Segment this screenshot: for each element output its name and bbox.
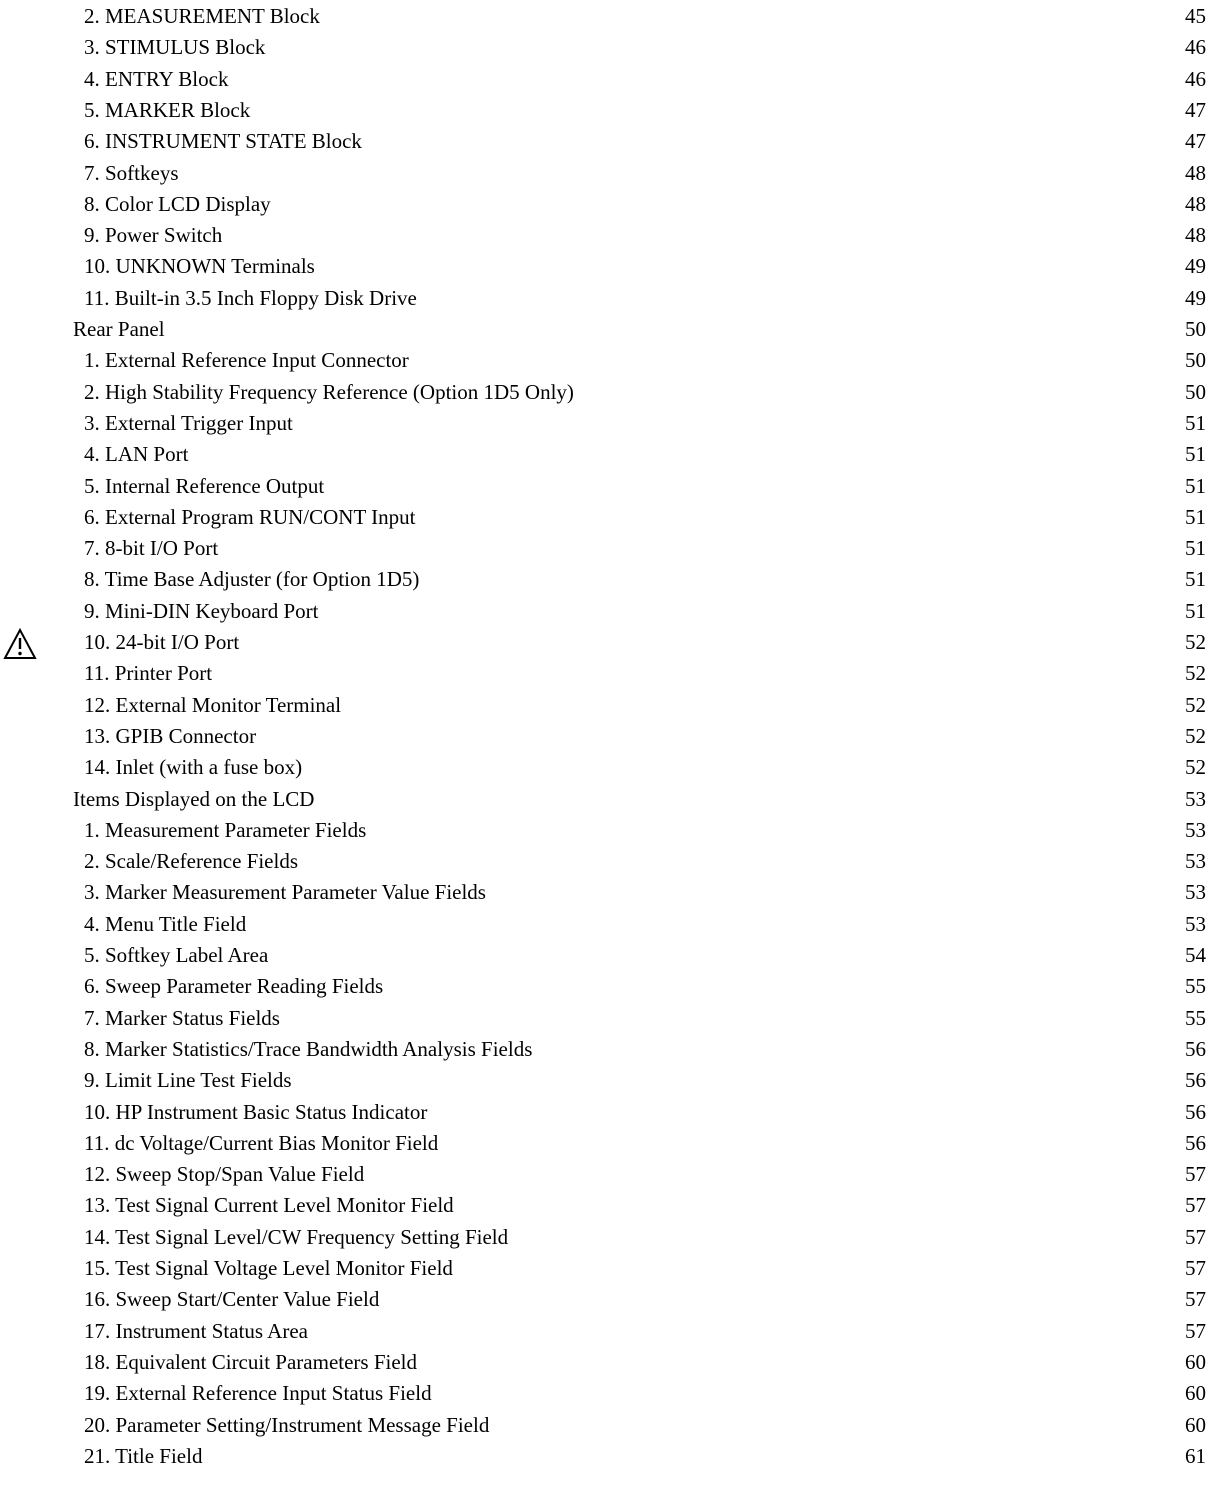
toc-entry-page-number: 53	[1185, 912, 1206, 936]
dot-leader	[415, 345, 1176, 375]
toc-entry-label: 7. Marker Status Fields	[84, 1003, 280, 1033]
toc-entry[interactable]	[84, 627, 1206, 657]
toc-entry[interactable]	[84, 971, 1206, 1001]
toc-entry-page-number: 53	[1185, 787, 1206, 811]
toc-entry[interactable]	[84, 1222, 1206, 1252]
toc-entry[interactable]	[84, 377, 1206, 407]
toc-entry[interactable]	[84, 1284, 1206, 1314]
toc-entry-label: 10. HP Instrument Basic Status Indicator	[84, 1097, 427, 1127]
dot-leader	[385, 1284, 1176, 1314]
dot-leader	[444, 1128, 1176, 1158]
toc-entry-label: 9. Power Switch	[84, 220, 222, 250]
toc-entry-label: 20. Parameter Setting/Instrument Message Field	[84, 1410, 489, 1440]
toc-entry-label: 5. Softkey Label Area	[84, 940, 268, 970]
toc-entry-label: 8. Marker Statistics/Trace Bandwidth Analysis Fields	[84, 1034, 532, 1064]
toc-entry-page-number: 45	[1185, 4, 1206, 28]
dot-leader	[256, 95, 1176, 125]
toc-entry-page-number: 50	[1185, 317, 1206, 341]
toc-entry-label: 7. Softkeys	[84, 158, 179, 188]
toc-entry-label: 11. dc Voltage/Current Bias Monitor Field	[84, 1128, 438, 1158]
dot-leader	[324, 596, 1176, 626]
dot-leader	[320, 784, 1176, 814]
toc-entry-label: 14. Test Signal Level/CW Frequency Setting Field	[84, 1222, 508, 1252]
toc-entry-page-number: 52	[1185, 724, 1206, 748]
toc-entry-label: 15. Test Signal Voltage Level Monitor Field	[84, 1253, 453, 1283]
toc-entry[interactable]	[84, 1128, 1206, 1158]
toc-entry[interactable]	[84, 564, 1206, 594]
toc-entry-label: 6. External Program RUN/CONT Input	[84, 502, 416, 532]
toc-entry[interactable]	[84, 189, 1206, 219]
toc-entry-page-number: 51	[1185, 505, 1206, 529]
toc-entry-label: 8. Color LCD Display	[84, 189, 271, 219]
toc-entry-page-number: 54	[1185, 943, 1206, 967]
dot-leader	[185, 158, 1177, 188]
dot-leader	[425, 564, 1176, 594]
toc-entry-page-number: 47	[1185, 129, 1206, 153]
toc-entry-label: 21. Title Field	[84, 1441, 202, 1471]
toc-entry-page-number: 57	[1185, 1287, 1206, 1311]
dot-leader	[194, 439, 1176, 469]
dot-leader	[308, 752, 1176, 782]
dot-leader	[347, 690, 1176, 720]
toc-section-entry[interactable]	[73, 784, 1206, 814]
toc-entry[interactable]	[84, 1410, 1206, 1440]
toc-entry[interactable]	[84, 1159, 1206, 1189]
dot-leader	[245, 627, 1176, 657]
toc-entry[interactable]	[84, 471, 1206, 501]
toc-entry-page-number: 51	[1185, 442, 1206, 466]
dot-leader	[298, 1065, 1176, 1095]
toc-entry[interactable]	[84, 439, 1206, 469]
toc-entry[interactable]	[84, 690, 1206, 720]
dot-leader	[218, 658, 1176, 688]
toc-entry-label: Rear Panel	[73, 314, 165, 344]
toc-entry[interactable]	[84, 408, 1206, 438]
toc-entry-page-number: 57	[1185, 1256, 1206, 1280]
toc-entry-label: 5. Internal Reference Output	[84, 471, 324, 501]
toc-entry[interactable]	[84, 1003, 1206, 1033]
toc-entry[interactable]	[84, 32, 1206, 62]
toc-entry[interactable]	[84, 846, 1206, 876]
toc-entry-label: 11. Built-in 3.5 Inch Floppy Disk Drive	[84, 283, 417, 313]
toc-entry-label: 17. Instrument Status Area	[84, 1316, 308, 1346]
toc-entry-page-number: 56	[1185, 1100, 1206, 1124]
toc-entry-label: 16. Sweep Start/Center Value Field	[84, 1284, 379, 1314]
toc-entry[interactable]	[84, 1065, 1206, 1095]
toc-entry-page-number: 53	[1185, 849, 1206, 873]
dot-leader	[228, 220, 1176, 250]
dot-leader	[304, 846, 1176, 876]
toc-entry-page-number: 53	[1185, 818, 1206, 842]
dot-leader	[234, 64, 1176, 94]
toc-entry-page-number: 51	[1185, 536, 1206, 560]
toc-entry[interactable]	[84, 251, 1206, 281]
toc-entry-page-number: 57	[1185, 1162, 1206, 1186]
toc-entry-page-number: 52	[1185, 693, 1206, 717]
toc-entry-label: 4. Menu Title Field	[84, 909, 246, 939]
toc-entry-label: 10. 24-bit I/O Port	[84, 627, 239, 657]
toc-section-entry[interactable]	[73, 314, 1206, 344]
dot-leader	[286, 1003, 1176, 1033]
dot-leader	[368, 126, 1176, 156]
dot-leader	[423, 1347, 1176, 1377]
toc-entry-label: 4. LAN Port	[84, 439, 188, 469]
dot-leader	[271, 32, 1176, 62]
toc-entry-label: 14. Inlet (with a fuse box)	[84, 752, 302, 782]
toc-entry-label: Items Displayed on the LCD	[73, 784, 314, 814]
toc-entry-page-number: 48	[1185, 161, 1206, 185]
dot-leader	[389, 971, 1176, 1001]
toc-entry-page-number: 52	[1185, 661, 1206, 685]
toc-entry-label: 2. Scale/Reference Fields	[84, 846, 298, 876]
toc-entry[interactable]	[84, 220, 1206, 250]
toc-entry-label: 3. STIMULUS Block	[84, 32, 265, 62]
toc-entry-label: 19. External Reference Input Status Field	[84, 1378, 432, 1408]
toc-entry-label: 5. MARKER Block	[84, 95, 250, 125]
toc-entry-label: 12. Sweep Stop/Span Value Field	[84, 1159, 364, 1189]
toc-entry[interactable]	[84, 158, 1206, 188]
toc-entry[interactable]	[84, 1347, 1206, 1377]
toc-entry[interactable]	[84, 1190, 1206, 1220]
toc-entry-label: 3. Marker Measurement Parameter Value Fields	[84, 877, 486, 907]
toc-entry-page-number: 49	[1185, 254, 1206, 278]
warning-triangle-icon	[3, 628, 37, 660]
toc-entry[interactable]	[84, 752, 1206, 782]
dot-leader	[514, 1222, 1176, 1252]
toc-entry-page-number: 47	[1185, 98, 1206, 122]
dot-leader	[208, 1441, 1176, 1471]
toc-entry-page-number: 56	[1185, 1068, 1206, 1092]
toc-entry-label: 1. Measurement Parameter Fields	[84, 815, 366, 845]
toc-entry-page-number: 50	[1185, 380, 1206, 404]
toc-entry-label: 2. MEASUREMENT Block	[84, 1, 320, 31]
dot-leader	[438, 1378, 1176, 1408]
toc-entry[interactable]	[84, 126, 1206, 156]
toc-entry[interactable]	[84, 1034, 1206, 1064]
toc-entry[interactable]	[84, 1097, 1206, 1127]
toc-entry-page-number: 55	[1185, 974, 1206, 998]
toc-entry-label: 8. Time Base Adjuster (for Option 1D5)	[84, 564, 419, 594]
toc-entry-label: 13. GPIB Connector	[84, 721, 256, 751]
toc-entry-label: 2. High Stability Frequency Reference (Option 1D5 Only)	[84, 377, 574, 407]
toc-entry-label: 6. INSTRUMENT STATE Block	[84, 126, 362, 156]
toc-entry[interactable]	[84, 1378, 1206, 1408]
toc-entry[interactable]	[84, 345, 1206, 375]
dot-leader	[580, 377, 1176, 407]
toc-entry-label: 6. Sweep Parameter Reading Fields	[84, 971, 383, 1001]
toc-entry-label: 7. 8-bit I/O Port	[84, 533, 218, 563]
dot-leader	[492, 877, 1176, 907]
toc-entry[interactable]	[84, 64, 1206, 94]
toc-entry[interactable]	[84, 502, 1206, 532]
toc-entry[interactable]	[84, 1441, 1206, 1471]
dot-leader	[495, 1410, 1176, 1440]
toc-entry[interactable]	[84, 1, 1206, 31]
toc-entry-page-number: 51	[1185, 599, 1206, 623]
toc-entry-label: 13. Test Signal Current Level Monitor Field	[84, 1190, 454, 1220]
dot-leader	[252, 909, 1176, 939]
toc-entry-page-number: 57	[1185, 1319, 1206, 1343]
dot-leader	[321, 251, 1176, 281]
toc-entry-page-number: 56	[1185, 1037, 1206, 1061]
toc-entry-page-number: 48	[1185, 192, 1206, 216]
toc-entry[interactable]	[84, 1316, 1206, 1346]
toc-entry-label: 12. External Monitor Terminal	[84, 690, 341, 720]
dot-leader	[538, 1034, 1176, 1064]
dot-leader	[460, 1190, 1176, 1220]
dot-leader	[330, 471, 1176, 501]
toc-entry-page-number: 55	[1185, 1006, 1206, 1030]
toc-entry-page-number: 60	[1185, 1350, 1206, 1374]
toc-entry-page-number: 51	[1185, 474, 1206, 498]
toc-entry-page-number: 57	[1185, 1225, 1206, 1249]
dot-leader	[422, 502, 1177, 532]
toc-entry-page-number: 53	[1185, 880, 1206, 904]
toc-entry[interactable]	[84, 721, 1206, 751]
toc-entry-label: 1. External Reference Input Connector	[84, 345, 409, 375]
dot-leader	[314, 1316, 1176, 1346]
toc-entry-page-number: 57	[1185, 1193, 1206, 1217]
toc-entry[interactable]	[84, 95, 1206, 125]
toc-entry-label: 10. UNKNOWN Terminals	[84, 251, 315, 281]
toc-entry-page-number: 56	[1185, 1131, 1206, 1155]
toc-entry[interactable]	[84, 815, 1206, 845]
toc-entry-label: 11. Printer Port	[84, 658, 212, 688]
toc-entry-page-number: 61	[1185, 1444, 1206, 1468]
toc-entry-page-number: 60	[1185, 1413, 1206, 1437]
toc-entry-page-number: 52	[1185, 755, 1206, 779]
toc-entry-label: 9. Limit Line Test Fields	[84, 1065, 292, 1095]
toc-entry[interactable]	[84, 1253, 1206, 1283]
toc-entry-page-number: 50	[1185, 348, 1206, 372]
dot-leader	[423, 283, 1176, 313]
toc-entry-page-number: 51	[1185, 567, 1206, 591]
dot-leader	[262, 721, 1176, 751]
toc-entry-label: 3. External Trigger Input	[84, 408, 293, 438]
dot-leader	[433, 1097, 1176, 1127]
toc-entry[interactable]	[84, 909, 1206, 939]
toc-entry[interactable]	[84, 658, 1206, 688]
toc-entry[interactable]	[84, 596, 1206, 626]
toc-entry-label: 9. Mini-DIN Keyboard Port	[84, 596, 318, 626]
toc-entry-page-number: 49	[1185, 286, 1206, 310]
toc-entry-label: 4. ENTRY Block	[84, 64, 228, 94]
toc-entry-page-number: 48	[1185, 223, 1206, 247]
toc-entry-page-number: 46	[1185, 67, 1206, 91]
dot-leader	[370, 1159, 1176, 1189]
toc-entry[interactable]	[84, 283, 1206, 313]
toc-entry-page-number: 60	[1185, 1381, 1206, 1405]
toc-entry-page-number: 52	[1185, 630, 1206, 654]
toc-entry[interactable]	[84, 877, 1206, 907]
dot-leader	[224, 533, 1176, 563]
dot-leader	[459, 1253, 1176, 1283]
dot-leader	[326, 1, 1176, 31]
dot-leader	[171, 314, 1176, 344]
toc-entry-page-number: 51	[1185, 411, 1206, 435]
toc-entry[interactable]	[84, 533, 1206, 563]
dot-leader	[299, 408, 1176, 438]
dot-leader	[372, 815, 1176, 845]
toc-entry[interactable]	[84, 940, 1206, 970]
dot-leader	[277, 189, 1176, 219]
toc-entry-label: 18. Equivalent Circuit Parameters Field	[84, 1347, 417, 1377]
dot-leader	[274, 940, 1176, 970]
toc-entry-page-number: 46	[1185, 35, 1206, 59]
